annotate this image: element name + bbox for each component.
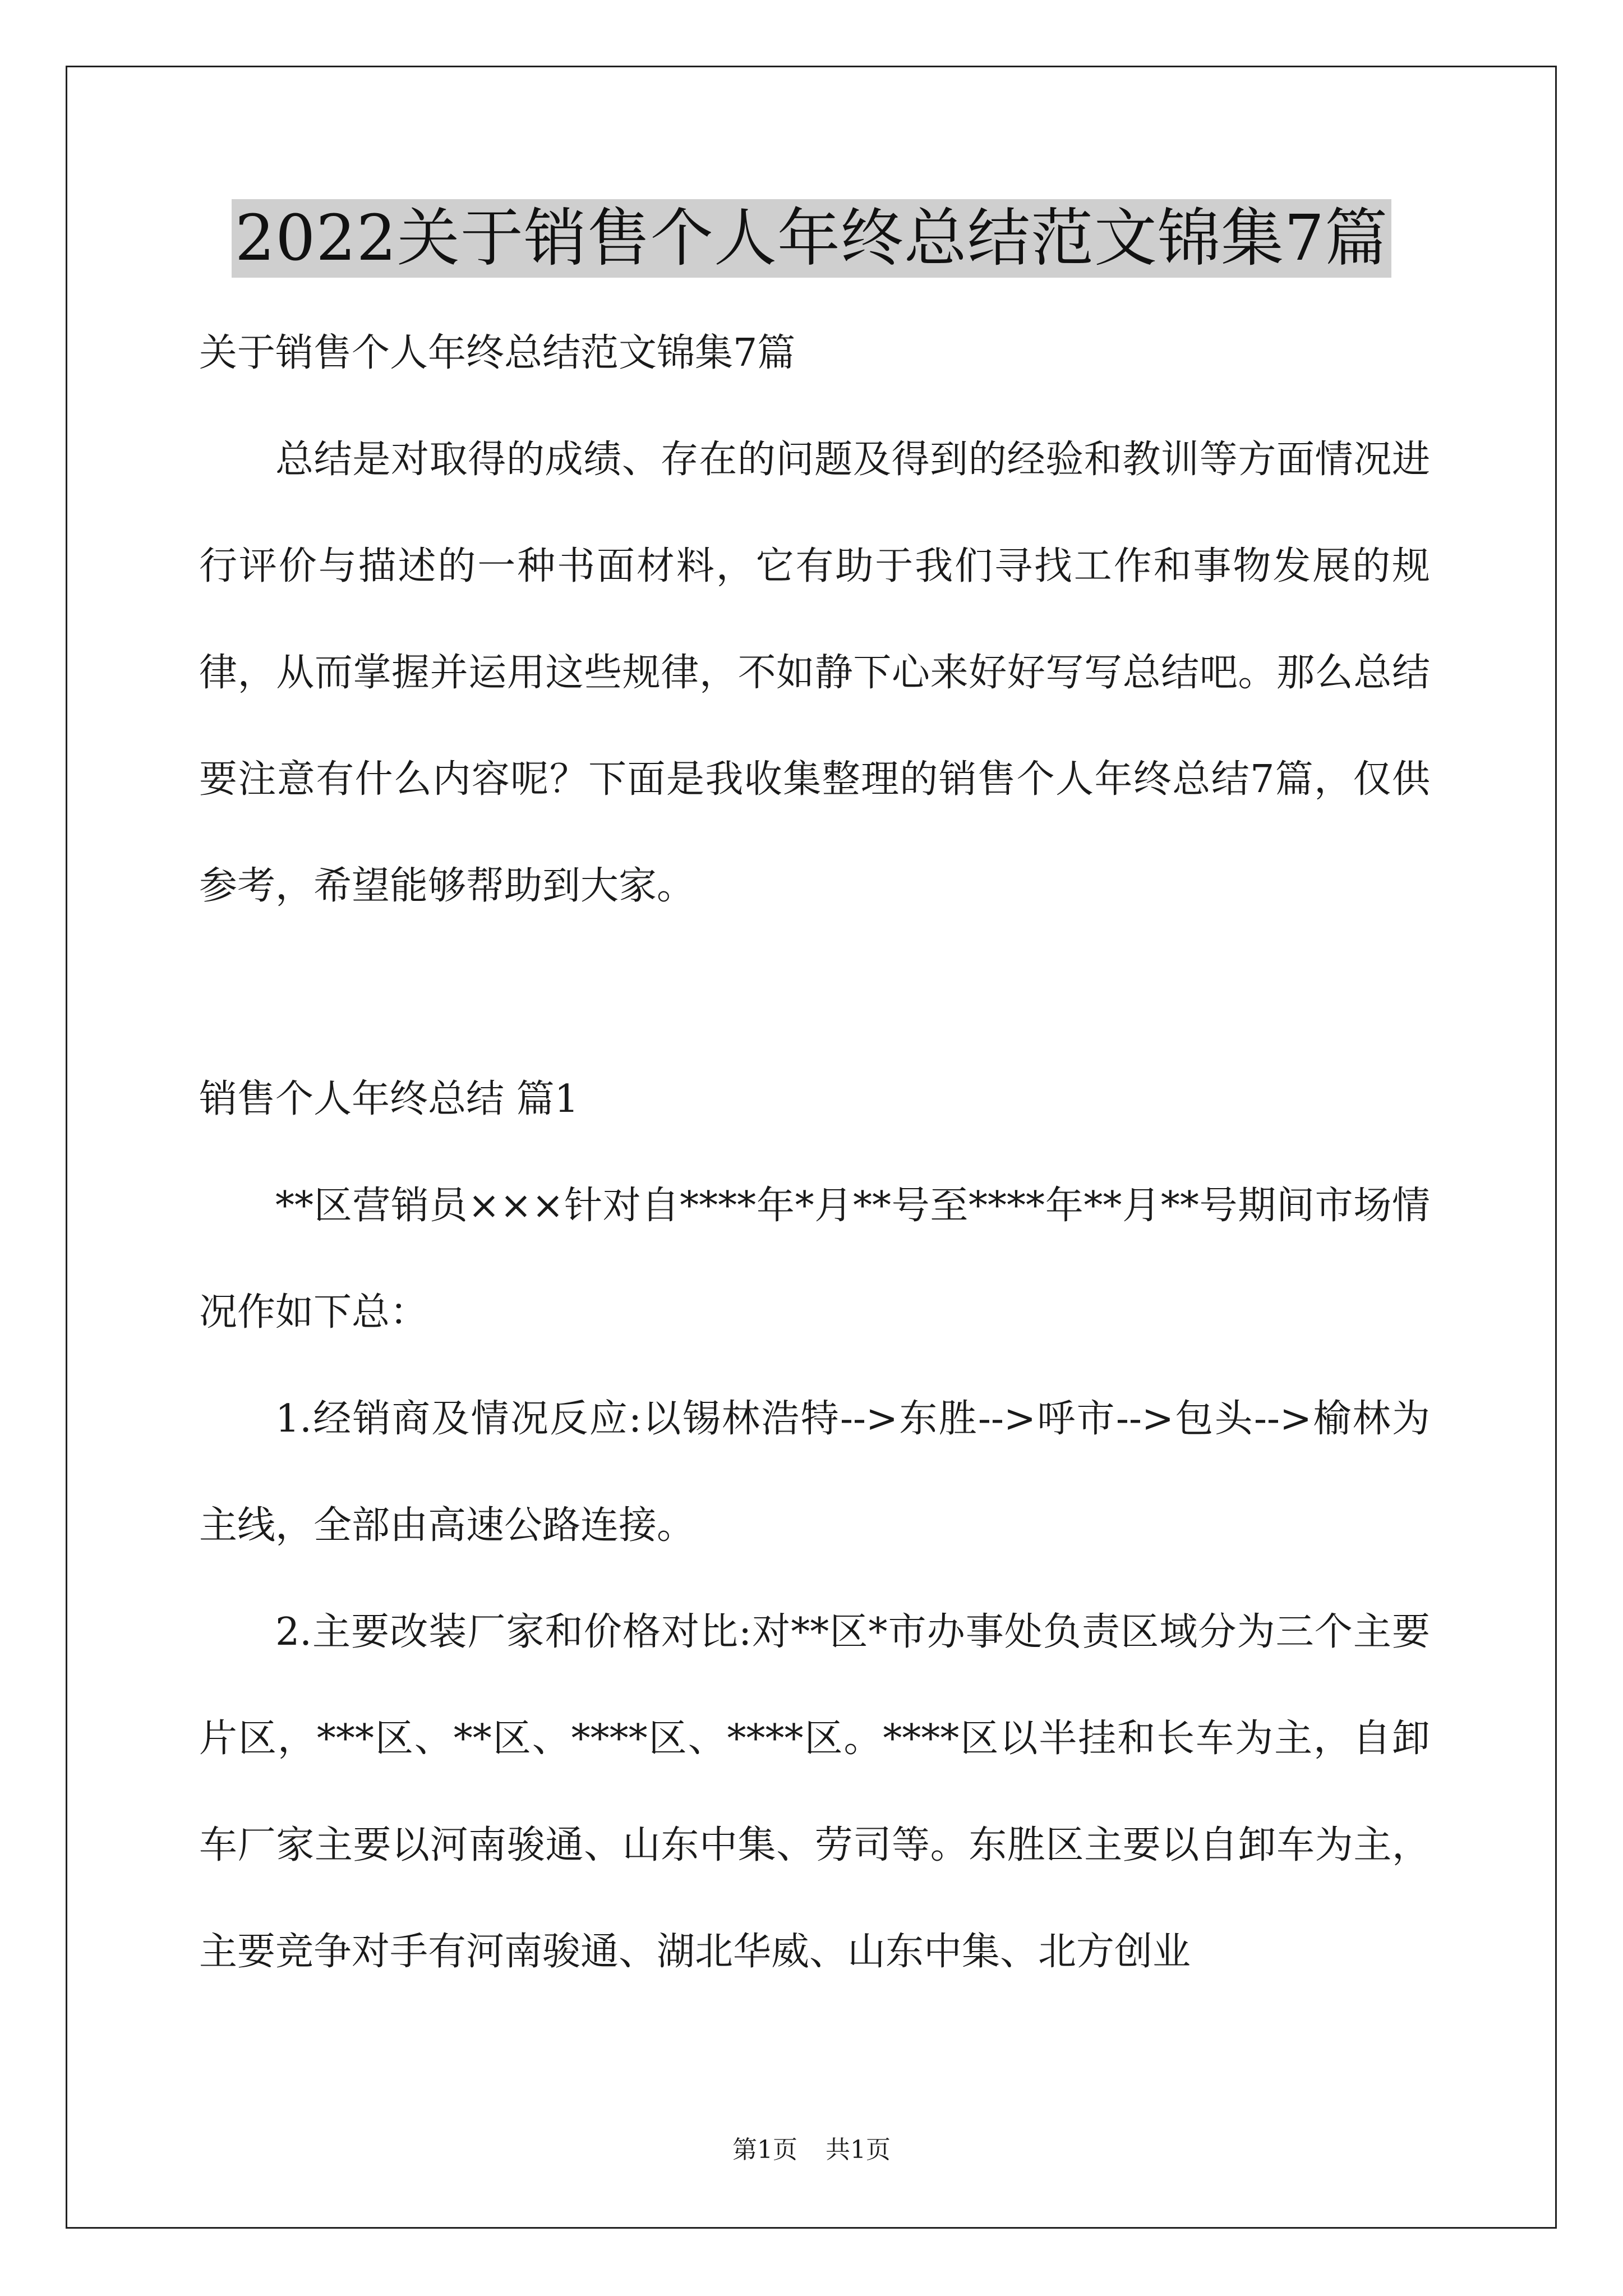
page-footer: [0, 2133, 1623, 2167]
document-subtitle: 关于销售个人年终总结范文锦集7篇: [199, 331, 796, 375]
title-container: [0, 199, 1623, 278]
document-body: [199, 300, 1430, 2005]
section-paragraph-2: 1.经销商及情况反应:以锡林浩特-->东胜-->呼市-->包头-->榆林为主线，全部由高速公路连接。: [199, 1397, 1430, 1548]
document-title: 2022关于销售个人年终总结范文锦集7篇: [232, 199, 1391, 278]
page-total: 共1页: [826, 2136, 891, 2164]
page-number: 第1页: [732, 2136, 797, 2164]
section-title: 销售个人年终总结 篇1: [199, 1077, 579, 1121]
intro-paragraph: 总结是对取得的成绩、存在的问题及得到的经验和教训等方面情况进行评价与描述的一种书面材料，它有助于我们寻找工作和事物发展的规律，从而掌握并运用这些规律，不如静下心来好好写写总结吧。那么总结要注意有什么内容呢？下面是我收集整理的销售个人年终总结7篇，仅供参考，希望能够帮助到大家。: [199, 438, 1430, 908]
section-paragraph-1: **区营销员×××针对自****年*月**号至****年**月**号期间市场情况作如下总：: [199, 1184, 1430, 1335]
section-paragraph-3: 2.主要改装厂家和价格对比:对**区*市办事处负责区域分为三个主要片区，***区、**区、****区、****区。****区以半挂和长车为主，自卸车厂家主要以河南骏通、山东中集、劳司等。东胜区主要以自卸车为主，主要竞争对手有河南骏通、湖北华威、山东中集、北方创业: [199, 1610, 1430, 1974]
